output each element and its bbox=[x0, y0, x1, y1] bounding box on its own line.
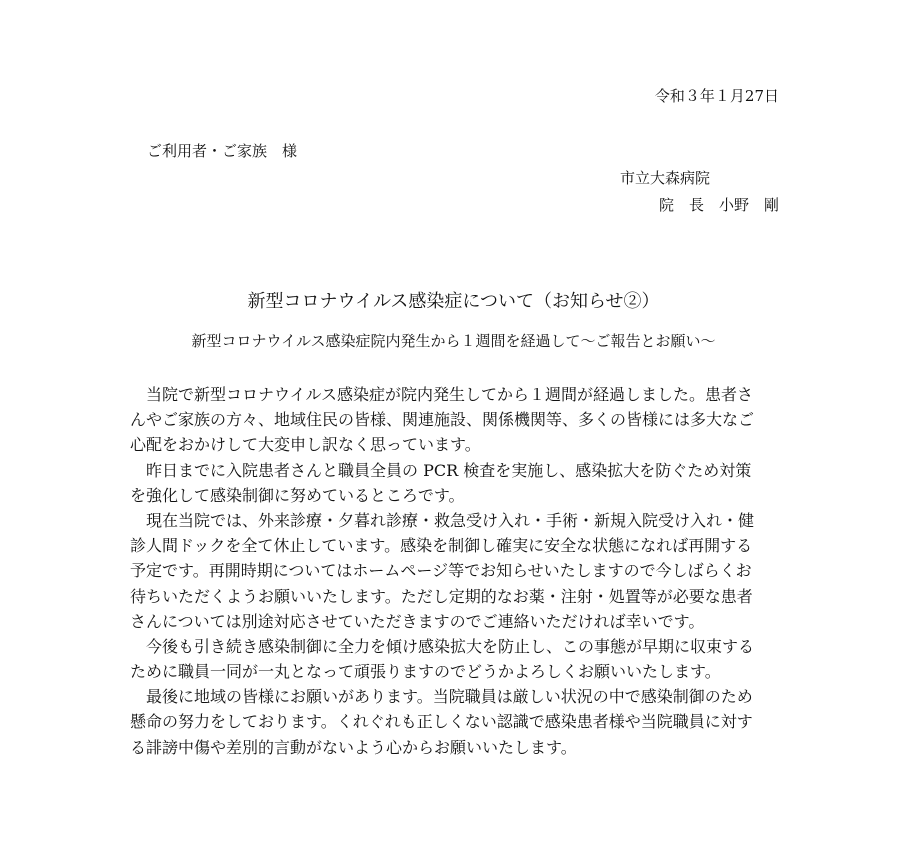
body-line: 今後も引き続き感染制御に全力を傾け感染拡大を防止し、この事態が早期に収束する bbox=[130, 636, 755, 656]
body-line: さんについては別途対応させていただきますのでご連絡いただければ幸いです。 bbox=[130, 611, 705, 631]
body-line: 当院で新型コロナウイルス感染症が院内発生してから１週間が経過しました。患者さ bbox=[130, 385, 754, 404]
body-line: 待ちいただくようお願いいたします。ただし定期的なお薬・注射・処置等が必要な患者 bbox=[130, 586, 753, 606]
body-line: 診人間ドックを全て休止しています。感染を制御し確実に安全な状態になれば再開する bbox=[130, 536, 753, 556]
sender-organization: 市立大森病院 bbox=[620, 169, 711, 187]
body-line: ために職員一同が一丸となって頑張りますのでどうかよろしくお願いいたします。 bbox=[130, 662, 721, 682]
body-line: を強化して感染制御に努めているところです。 bbox=[130, 485, 465, 505]
body-line: る誹謗中傷や差別的言動がないよう心からお願いいたします。 bbox=[130, 737, 577, 757]
document-subtitle: 新型コロナウイルス感染症院内発生から１週間を経過して～ご報告とお願い～ bbox=[191, 332, 716, 350]
body-line: 最後に地域の皆様にお願いがあります。当院職員は厳しい状況の中で感染制御のため bbox=[130, 687, 753, 707]
body-line: 心配をおかけして大変申し訳なく思っています。 bbox=[130, 435, 481, 455]
document-date: 令和３年１月27日 bbox=[654, 87, 779, 105]
body-line: 現在当院では、外来診療・夕暮れ診療・救急受け入れ・手術・新規入院受け入れ・健 bbox=[130, 510, 755, 530]
body-line: んやご家族の方々、地域住民の皆様、関連施設、関係機関等、多くの皆様には多大なご bbox=[130, 410, 755, 430]
sender-name: 院 長 小野 剛 bbox=[658, 196, 779, 214]
document-body bbox=[130, 382, 780, 760]
recipient-line: ご利用者・ご家族 様 bbox=[147, 142, 298, 160]
document-title: 新型コロナウイルス感染症について（お知らせ②） bbox=[247, 291, 660, 312]
body-line: 懸命の努力をしております。くれぐれも正しくない認識で感染患者様や当院職員に対す bbox=[130, 712, 753, 732]
body-line: 昨日までに入院患者さんと職員全員の PCR 検査を実施し、感染拡大を防ぐため対策 bbox=[130, 460, 752, 480]
body-line: 予定です。再開時期についてはホームページ等でお知らせいたしますので今しばらくお bbox=[130, 561, 752, 581]
